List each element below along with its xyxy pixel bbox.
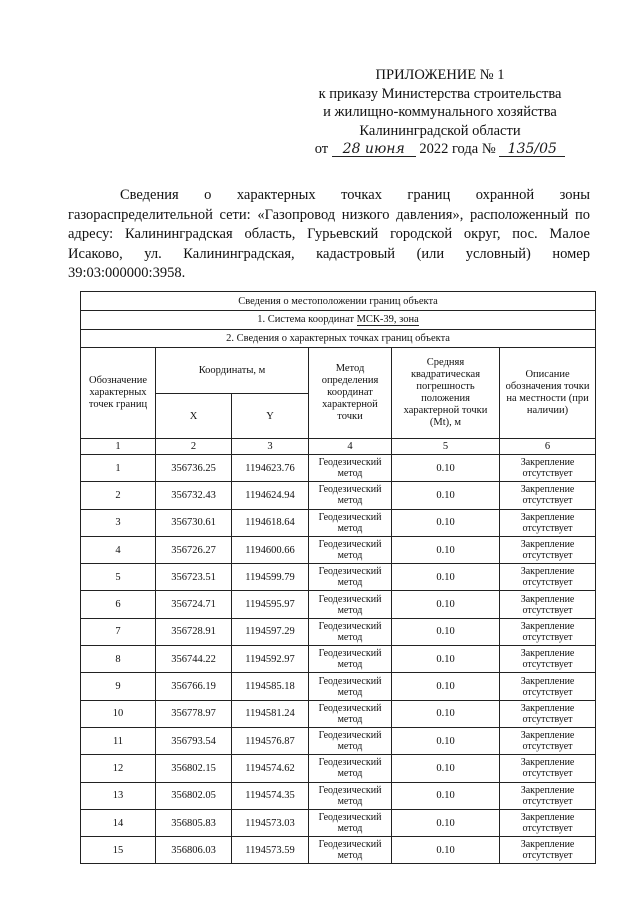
- method-cell: Геодезический метод: [309, 536, 392, 563]
- point-number-cell: 10: [81, 700, 156, 727]
- error-cell: 0.10: [392, 482, 500, 509]
- y-coordinate-cell: 1194599.79: [232, 564, 309, 591]
- error-cell: 0.10: [392, 782, 500, 809]
- x-coordinate-cell: 356730.61: [156, 509, 232, 536]
- x-coordinate-cell: 356778.97: [156, 700, 232, 727]
- col-header-method: Метод определения координат характерной точки: [309, 348, 392, 439]
- error-cell: 0.10: [392, 618, 500, 645]
- description-cell: Закрепление отсутствует: [500, 618, 596, 645]
- error-cell: 0.10: [392, 727, 500, 754]
- coordinate-system-row: [81, 311, 596, 330]
- error-cell: 0.10: [392, 455, 500, 482]
- table-row: [81, 782, 596, 809]
- description-cell: Закрепление отсутствует: [500, 564, 596, 591]
- point-number-cell: 7: [81, 618, 156, 645]
- x-coordinate-cell: 356732.43: [156, 482, 232, 509]
- description-cell: Закрепление отсутствует: [500, 673, 596, 700]
- method-cell: Геодезический метод: [309, 727, 392, 754]
- table-row: [81, 809, 596, 836]
- y-coordinate-cell: 1194592.97: [232, 646, 309, 673]
- y-coordinate-cell: 1194595.97: [232, 591, 309, 618]
- table-row: [81, 591, 596, 618]
- method-cell: Геодезический метод: [309, 618, 392, 645]
- error-cell: 0.10: [392, 673, 500, 700]
- point-number-cell: 9: [81, 673, 156, 700]
- description-cell: Закрепление отсутствует: [500, 782, 596, 809]
- order-date-line: [290, 140, 590, 159]
- col-header-error: Средняя квадратическая погрешность положения характерной точки (Mt), м: [392, 348, 500, 439]
- y-coordinate-cell: 1194573.59: [232, 837, 309, 864]
- description-cell: Закрепление отсутствует: [500, 837, 596, 864]
- col-number-2: 2: [156, 439, 232, 455]
- error-cell: 0.10: [392, 646, 500, 673]
- point-number-cell: 4: [81, 536, 156, 563]
- method-cell: Геодезический метод: [309, 782, 392, 809]
- table-row: [81, 482, 596, 509]
- x-coordinate-cell: 356806.03: [156, 837, 232, 864]
- point-number-cell: 12: [81, 755, 156, 782]
- from-prefix: от: [314, 141, 329, 157]
- method-cell: Геодезический метод: [309, 700, 392, 727]
- method-cell: Геодезический метод: [309, 673, 392, 700]
- handwritten-date: 28 июня: [332, 142, 416, 157]
- region-line: Калининградской области: [359, 122, 521, 139]
- x-coordinate-cell: 356793.54: [156, 727, 232, 754]
- error-cell: 0.10: [392, 755, 500, 782]
- col-number-4: 4: [309, 439, 392, 455]
- method-cell: Геодезический метод: [309, 455, 392, 482]
- x-coordinate-cell: 356744.22: [156, 646, 232, 673]
- error-cell: 0.10: [392, 564, 500, 591]
- x-coordinate-cell: 356724.71: [156, 591, 232, 618]
- method-cell: Геодезический метод: [309, 837, 392, 864]
- col-number-3: 3: [232, 439, 309, 455]
- ministry-line: и жилищно-коммунального хозяйства: [323, 104, 557, 120]
- x-coordinate-cell: 356802.05: [156, 782, 232, 809]
- boundary-points-table: [80, 291, 596, 864]
- x-coordinate-cell: 356766.19: [156, 673, 232, 700]
- description-cell: Закрепление отсутствует: [500, 455, 596, 482]
- table-row: [81, 455, 596, 482]
- table-row: [81, 673, 596, 700]
- x-coordinate-cell: 356726.27: [156, 536, 232, 563]
- table-row: [81, 700, 596, 727]
- y-coordinate-cell: 1194585.18: [232, 673, 309, 700]
- table-row: [81, 564, 596, 591]
- error-cell: 0.10: [392, 837, 500, 864]
- description-cell: Закрепление отсутствует: [500, 700, 596, 727]
- y-coordinate-cell: 1194597.29: [232, 618, 309, 645]
- point-number-cell: 6: [81, 591, 156, 618]
- y-coordinate-cell: 1194574.35: [232, 782, 309, 809]
- error-cell: 0.10: [392, 536, 500, 563]
- table-row: [81, 727, 596, 754]
- table-row: [81, 837, 596, 864]
- year-text: 2022 года №: [419, 141, 496, 157]
- point-number-cell: 5: [81, 564, 156, 591]
- appendix-title: ПРИЛОЖЕНИЕ № 1: [375, 67, 505, 83]
- col-number-5: 5: [392, 439, 500, 455]
- method-cell: Геодезический метод: [309, 509, 392, 536]
- col-header-y: Y: [232, 394, 309, 439]
- error-cell: 0.10: [392, 700, 500, 727]
- method-cell: Геодезический метод: [309, 646, 392, 673]
- y-coordinate-cell: 1194576.87: [232, 727, 309, 754]
- error-cell: 0.10: [392, 809, 500, 836]
- description-cell: Закрепление отсутствует: [500, 591, 596, 618]
- method-cell: Геодезический метод: [309, 755, 392, 782]
- x-coordinate-cell: 356728.91: [156, 618, 232, 645]
- x-coordinate-cell: 356802.15: [156, 755, 232, 782]
- method-cell: Геодезический метод: [309, 564, 392, 591]
- description-cell: Закрепление отсутствует: [500, 509, 596, 536]
- col-number-1: 1: [81, 439, 156, 455]
- table-row: [81, 755, 596, 782]
- col-header-x: X: [156, 394, 232, 439]
- table-row: [81, 536, 596, 563]
- handwritten-order-number: 135/05: [499, 142, 565, 157]
- point-number-cell: 14: [81, 809, 156, 836]
- appendix-header: [290, 66, 590, 159]
- point-number-cell: 3: [81, 509, 156, 536]
- coordinate-system-label: 1. Система координат: [257, 314, 354, 325]
- y-coordinate-cell: 1194581.24: [232, 700, 309, 727]
- description-cell: Закрепление отсутствует: [500, 809, 596, 836]
- method-cell: Геодезический метод: [309, 809, 392, 836]
- description-cell: Закрепление отсутствует: [500, 646, 596, 673]
- order-line: к приказу Министерства строительства: [318, 85, 562, 102]
- method-cell: Геодезический метод: [309, 591, 392, 618]
- method-cell: Геодезический метод: [309, 482, 392, 509]
- description-cell: Закрепление отсутствует: [500, 755, 596, 782]
- table-row: [81, 618, 596, 645]
- col-header-description: Описание обозначения точки на местности (при наличии): [500, 348, 596, 439]
- description-cell: Закрепление отсутствует: [500, 727, 596, 754]
- x-coordinate-cell: 356723.51: [156, 564, 232, 591]
- point-number-cell: 11: [81, 727, 156, 754]
- y-coordinate-cell: 1194574.62: [232, 755, 309, 782]
- error-cell: 0.10: [392, 509, 500, 536]
- description-cell: Закрепление отсутствует: [500, 536, 596, 563]
- col-header-point: Обозначение характерных точек границ: [81, 348, 156, 439]
- x-coordinate-cell: 356805.83: [156, 809, 232, 836]
- x-coordinate-cell: 356736.25: [156, 455, 232, 482]
- error-cell: 0.10: [392, 591, 500, 618]
- col-header-coords: Координаты, м: [156, 348, 309, 394]
- point-number-cell: 8: [81, 646, 156, 673]
- coordinate-system-value: МСК-39, зона: [356, 314, 419, 325]
- table-row: [81, 509, 596, 536]
- intro-paragraph: Сведения о характерных точках границ охранной зоны газораспределительной сети: «Газопровод низкого давления», расположенный по адресу: Калининградская область, Гурьевский городской округ, пос. Малое Исаково, ул. Калининградская, кадастровый (или условный) номер 39:03:000000:3958.: [68, 187, 590, 281]
- y-coordinate-cell: 1194618.64: [232, 509, 309, 536]
- table-row: [81, 646, 596, 673]
- y-coordinate-cell: 1194573.03: [232, 809, 309, 836]
- y-coordinate-cell: 1194600.66: [232, 536, 309, 563]
- point-number-cell: 2: [81, 482, 156, 509]
- point-number-cell: 15: [81, 837, 156, 864]
- table-title: Сведения о местоположении границ объекта: [81, 292, 596, 311]
- description-cell: Закрепление отсутствует: [500, 482, 596, 509]
- point-number-cell: 13: [81, 782, 156, 809]
- y-coordinate-cell: 1194624.94: [232, 482, 309, 509]
- point-number-cell: 1: [81, 455, 156, 482]
- col-number-6: 6: [500, 439, 596, 455]
- section-2-title: 2. Сведения о характерных точках границ объекта: [81, 330, 596, 348]
- y-coordinate-cell: 1194623.76: [232, 455, 309, 482]
